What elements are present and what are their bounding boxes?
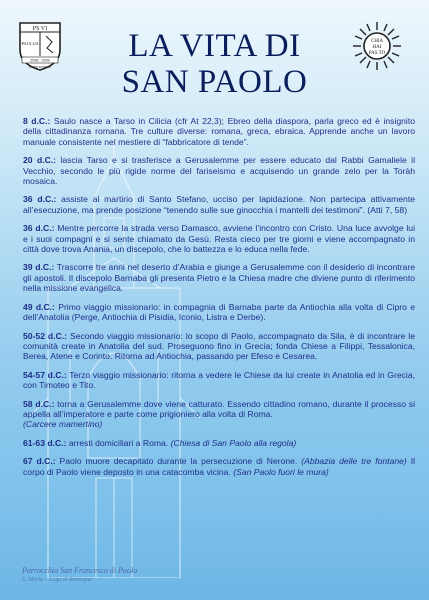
header — [0, 0, 429, 108]
timeline-entry — [23, 302, 415, 323]
crest-bottom-label: PATER PATRUM — [29, 65, 51, 69]
entry-text: assiste al martirio di Santo Stefano, ucciso per lapidazione. Non partecipa attivamente all’esecuzione, ma prende posizione “tenendo sulle sue ginocchia i mantelli dei testimoni”. (Atti 7, 58) — [23, 194, 415, 215]
svg-text:PAS TO: PAS TO — [368, 51, 386, 56]
timeline-entry — [23, 438, 415, 448]
timeline-entry — [23, 116, 415, 147]
timeline-entry — [23, 399, 415, 430]
entry-location-note: (San Paolo fuori le mura) — [233, 466, 329, 477]
jubilee-seal-icon — [351, 20, 403, 72]
entry-year: 20 d.C.: — [23, 155, 57, 166]
timeline-entry — [23, 456, 415, 477]
entry-text: Primo viaggio missionario: in compagnia di Barnaba parte da Antiochia alla volta di Cipro e dell’Anatolia (Perge, Antiochia di Pisidia, Iconio, Listra e Derbe). — [23, 301, 415, 323]
entry-year: 61-63 d.C.: — [23, 437, 67, 448]
entry-text: Terzo viaggio missionario: ritorna a vedere le Chiese da lui create in Anatolia ed in Grecia, con Timoteo e Tito. — [23, 369, 415, 391]
entry-location-note: (Carcere mamertino) — [23, 419, 103, 430]
crest-top-label: PS VI — [32, 26, 48, 32]
timeline-entry — [23, 155, 415, 186]
entry-year: 54-57 d.C.: — [23, 369, 67, 380]
entry-year: 49 d.C.: — [23, 301, 55, 312]
entry-text-continued: Il corpo di Paolo viene deposto in una catacomba vicina. — [23, 456, 415, 477]
entry-year: 50-52 d.C.: — [23, 330, 68, 341]
svg-text:HAI: HAI — [372, 45, 382, 50]
footer — [22, 566, 137, 584]
entry-year: 67 d.C.: — [23, 456, 56, 467]
crest-banner: 2008 - 2009 — [30, 58, 50, 63]
timeline-entry — [23, 331, 415, 362]
crest-left-text: PAULUS — [21, 41, 39, 46]
timeline-entry — [23, 370, 415, 391]
entry-text: Secondo viaggio missionario: lo scopo di Paolo, accompagnato da Sila, è di incontrare le comunità create in Anatolia del sud. Proseguono fino in Grecia; fonda Chiese a Filippi, Tessalonica, Berea, Atene e Corinto. Ritorna ad Antiochia, passando per Efeso e Cesarea. — [23, 330, 415, 362]
entry-text: Saulo nasce a Tarso in Cilicia (cfr At 22,3); Ebreo della diaspora, parla greco ed è insignito della cittadinanza romana. Tre culture diverse: romana, greca, ebraica. Apprende anche un lavoro manuale consistente nel mestiere di “fabbricatore di tende”. — [23, 116, 415, 147]
entry-year: 39 d.C.: — [23, 262, 55, 273]
entry-text: torna a Gerusalemme dove viene catturato. Essendo cittadino romano, durante il processo si appella all’imperatore e parte come prigioniero alla volta di Roma. — [23, 398, 415, 419]
parish-name: Parrocchia San Francesco di Paola — [22, 566, 138, 575]
entry-year: 8 d.C.: — [23, 116, 51, 126]
entry-location-note: (Abbazia delle tre fontane) — [301, 456, 407, 467]
svg-text:CHIA: CHIA — [370, 39, 384, 44]
entry-year: 58 d.C.: — [23, 398, 55, 409]
timeline-list — [23, 116, 415, 485]
timeline-entry — [23, 262, 415, 293]
timeline-entry — [23, 223, 415, 254]
parish-location: S. Maria – Lugo di Romagna — [22, 577, 93, 583]
entry-text: Paolo muore decapitato durante la persecuzione di Nerone. — [55, 456, 302, 467]
entry-year: 36 d.C.: — [23, 194, 57, 205]
entry-text: arresti domiciliari a Roma. — [66, 437, 171, 448]
entry-text: Mentre percorre la strada verso Damasco, avviene l’incontro con Cristo. Una luce avvolge lui e i suoi compagni e si sente chiamato da Gesù. Resta cieco per tre giorni e viene accompagnato in città dove trova Anania, un discepolo, che lo battezza e lo educa nella fede. — [23, 223, 415, 255]
page-title-line-2: SAN PAOLO — [121, 64, 308, 100]
entry-text: lascia Tarso e si trasferisce a Gerusalemme per essere educato dal Rabbi Gamaliele il Vecchio, secondo le più rigide norme del fariseismo e acquisendo un grande zelo per la Toràh mosaica. — [23, 155, 415, 187]
page-title-line-1: LA VITA DI — [128, 28, 301, 64]
entry-text: Trascorre tre anni nel deserto d’Arabia e giunge a Gerusalemme con il desiderio di incontrare gli apostoli. Il discepolo Barnaba gli presenta Pietro e la Chiesa madre che diviene punto di riferimento nella missione evangelica. — [23, 262, 415, 294]
entry-year: 36 d.C.: — [23, 223, 55, 234]
entry-location-note: (Chiesa di San Paolo alla regola) — [170, 437, 297, 448]
timeline-entry — [23, 194, 415, 215]
